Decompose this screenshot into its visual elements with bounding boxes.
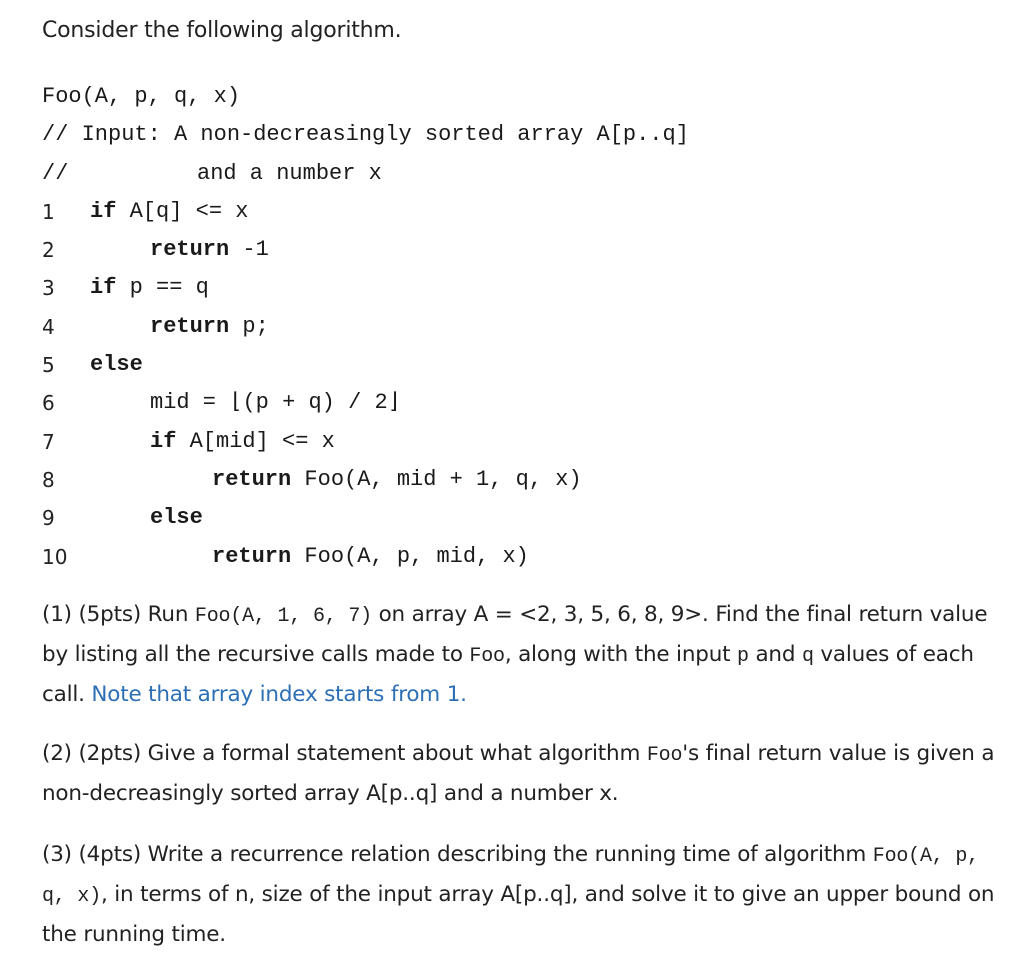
- q1-q: q: [801, 645, 814, 668]
- code-keyword: return: [150, 237, 230, 263]
- code-keyword: if: [150, 428, 177, 454]
- code-line: [42, 538, 1002, 576]
- code-text: -1: [229, 237, 269, 263]
- code-line: [42, 384, 1002, 422]
- algorithm-code-block: [42, 78, 1002, 576]
- line-number: 5: [42, 353, 55, 378]
- q2-prefix: (2) (2pts) Give a formal statement about what algorithm: [42, 741, 647, 766]
- code-text: Foo(A, mid + 1, q, x): [291, 466, 582, 492]
- line-number: 1: [42, 199, 55, 224]
- code-line: [42, 499, 1002, 537]
- line-number: 7: [42, 429, 55, 454]
- q1-note: Note that array index starts from 1.: [91, 682, 467, 707]
- code-comment: and a number x: [197, 160, 382, 186]
- code-text: Foo(A, p, mid, x): [291, 543, 529, 569]
- code-line: [42, 423, 1002, 461]
- code-text: mid = ⌊(p + q) / 2⌋: [150, 390, 401, 416]
- question-2: [42, 735, 1002, 813]
- code-keyword: return: [150, 313, 230, 339]
- code-text: A[q] <= x: [116, 198, 249, 224]
- code-keyword: if: [90, 275, 117, 301]
- q1-suffix: values of each call.: [42, 642, 974, 707]
- code-header: [42, 78, 1002, 116]
- q1-mid2: , along with the input: [504, 642, 737, 667]
- code-line: [42, 193, 1002, 231]
- code-keyword: else: [150, 505, 203, 531]
- code-line: [42, 461, 1002, 499]
- question-1: [42, 596, 1002, 714]
- line-number: 3: [42, 276, 55, 301]
- code-comment-line: [42, 116, 1002, 154]
- intro-text: Consider the following algorithm.: [42, 18, 402, 43]
- code-comment-slashes: //: [42, 160, 69, 186]
- q1-prefix: (1) (5pts) Run: [42, 602, 195, 627]
- q1-call: Foo(A, 1, 6, 7): [194, 605, 372, 628]
- q1-foo: Foo: [469, 645, 505, 668]
- q3-suffix: , in terms of n, size of the input array A[p..q], and solve it to give an upper bound on the running time.: [42, 882, 995, 947]
- line-number: 10: [42, 544, 68, 569]
- line-number: 8: [42, 467, 55, 492]
- code-line: [42, 231, 1002, 269]
- code-keyword: return: [212, 543, 292, 569]
- code-text: p == q: [116, 275, 209, 301]
- code-line: [42, 269, 1002, 307]
- code-keyword: if: [90, 198, 117, 224]
- line-number: 6: [42, 391, 55, 416]
- code-line: [42, 346, 1002, 384]
- code-keyword: return: [212, 466, 292, 492]
- code-line: [42, 308, 1002, 346]
- function-signature: Foo(A, p, q, x): [42, 84, 241, 109]
- q1-and: and: [748, 642, 802, 667]
- code-text: p;: [229, 313, 269, 339]
- q3-call: Foo(A, p, q, x): [42, 845, 979, 908]
- code-keyword: else: [90, 352, 143, 378]
- q1-p: p: [737, 645, 749, 668]
- q3-prefix: (3) (4pts) Write a recurrence relation describing the running time of algorithm: [42, 842, 873, 867]
- code-comment-line: [42, 155, 1002, 193]
- line-number: 4: [42, 314, 55, 339]
- question-3: [42, 836, 1002, 954]
- code-text: A[mid] <= x: [176, 428, 335, 454]
- q2-foo: Foo: [646, 744, 683, 767]
- line-number: 9: [42, 506, 55, 531]
- code-comment: // Input: A non-decreasingly sorted array A[p..q]: [42, 122, 689, 148]
- q1-mid: on array A = <2, 3, 5, 6, 8, 9>. Find the final return value by listing all the recursive calls made to: [42, 602, 988, 667]
- line-number: 2: [42, 238, 55, 263]
- q2-suffix: 's final return value is given a non-decreasingly sorted array A[p..q] and a number x.: [42, 741, 995, 806]
